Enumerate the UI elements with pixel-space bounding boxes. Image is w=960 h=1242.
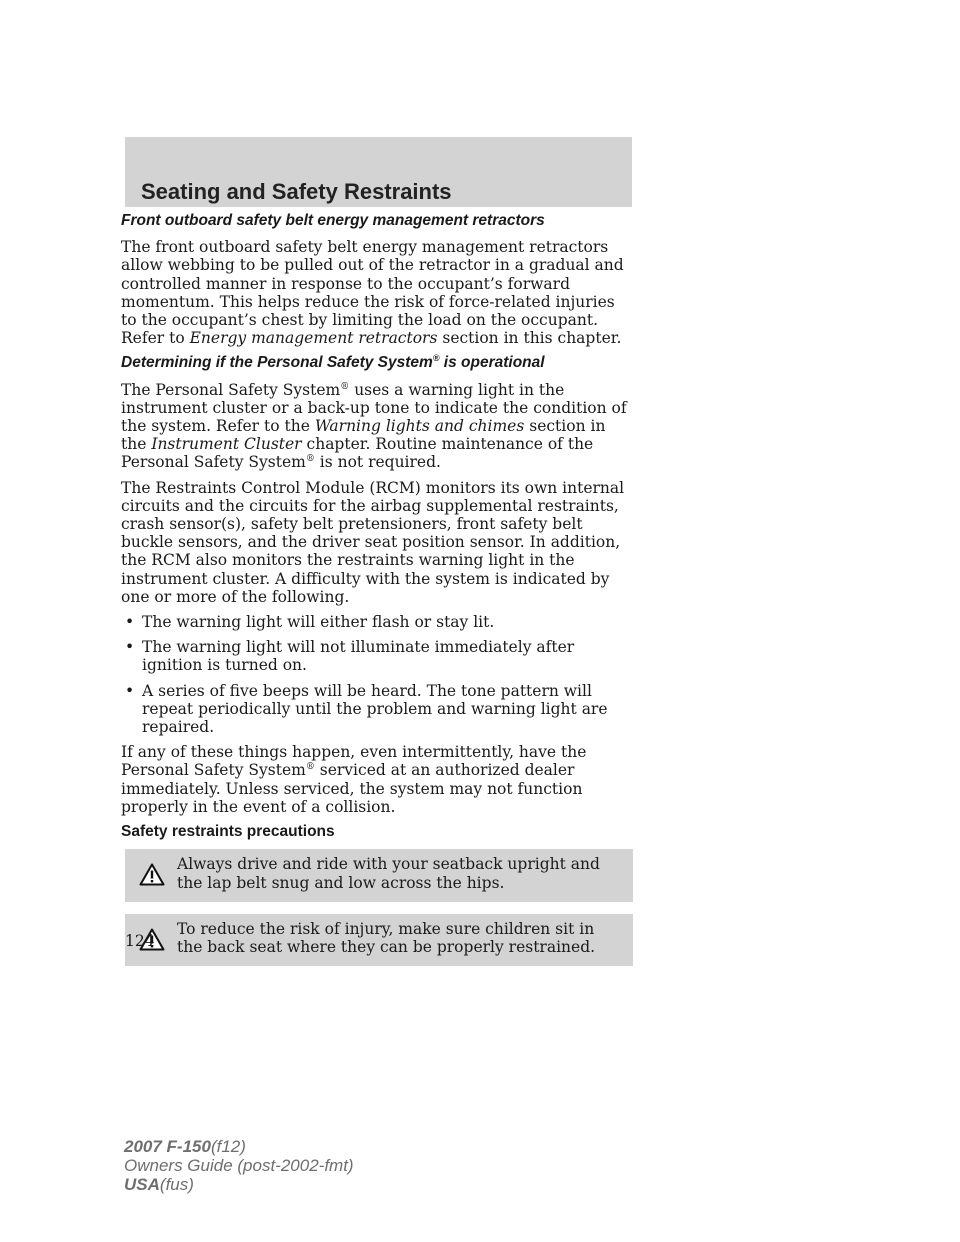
- registered-mark: ®: [340, 381, 350, 392]
- paragraph-operational-1: [121, 381, 633, 472]
- paragraph-text: section in this chapter.: [442, 329, 622, 348]
- footer-line-1: [124, 1137, 354, 1156]
- section-header-band: [125, 137, 632, 207]
- page-number: 124: [125, 932, 155, 950]
- cross-reference: Energy management retractors: [189, 329, 438, 348]
- paragraph-text: is not required.: [319, 453, 441, 472]
- paragraph-operational-2: The Restraints Control Module (RCM) monitors its own internal circuits and the circuits for the airbag supplemental restraints, crash sensor(s), safety belt pretensioners, front safety belt buckle sensors, and the driver seat position sensor. In addition, the RCM also monitors the restraints warning light in the instrument cluster. A difficulty with the system is indicated by one or more of the following.: [121, 478, 625, 606]
- paragraph-retractors: [121, 238, 633, 347]
- cross-reference: Warning lights and chimes: [314, 417, 525, 436]
- list-item: • A series of five beeps will be heard. The tone pattern will repeat periodically until the problem and warning light are repaired.: [121, 682, 633, 737]
- footer-line-2: Owners Guide (post-2002-fmt): [124, 1156, 354, 1175]
- paragraph-text: If any of these things happen, even intermittently, have the Personal Safety System: [121, 743, 587, 780]
- paragraph-text: uses a warning light in the instrument cluster or a back-up tone to indicate the condition of the system. Refer to the: [121, 380, 627, 436]
- heading-precautions: Safety restraints precautions: [121, 823, 335, 841]
- registered-mark: ®: [305, 454, 315, 465]
- list-item: • The warning light will not illuminate immediately after ignition is turned on.: [121, 638, 633, 674]
- heading-text: is operational: [443, 354, 545, 372]
- footer-market: USA: [124, 1175, 160, 1194]
- document-footer: [124, 1137, 354, 1194]
- list-item: • The warning light will either flash or stay lit.: [121, 613, 633, 631]
- page-content: [121, 212, 633, 978]
- footer-market-code: (fus): [159, 1175, 194, 1194]
- paragraph-text: chapter. Routine maintenance of the Personal Safety System: [121, 435, 594, 472]
- bullet-list: [121, 613, 633, 736]
- registered-mark: ®: [305, 762, 315, 773]
- footer-line-3: [124, 1175, 354, 1194]
- cross-reference: Instrument Cluster: [151, 435, 302, 454]
- paragraph-text: The front outboard safety belt energy management retractors allow webbing to be pulled out of the retractor in a gradual and controlled manner in response to the occupant’s forward momentum. This helps reduce the risk of force-related injuries to the occupant’s chest by limiting the load on the occupant. Refer to: [121, 238, 624, 348]
- registered-mark: ®: [432, 353, 440, 364]
- warning-text: To reduce the risk of injury, make sure children sit in the back seat where they can be properly restrained.: [177, 919, 596, 956]
- warning-box: [125, 914, 633, 966]
- heading-retractors: Front outboard safety belt energy management retractors: [121, 212, 545, 229]
- heading-text: Determining if the Personal Safety System: [121, 354, 433, 372]
- warning-text: Always drive and ride with your seatback upright and the lap belt snug and low across the hips.: [177, 855, 600, 892]
- paragraph-text: The Personal Safety System: [121, 380, 341, 399]
- paragraph-text: serviced at an authorized dealer immediately. Unless serviced, the system may not function properly in the event of a collision.: [121, 761, 583, 816]
- warning-triangle-icon: [139, 863, 165, 886]
- footer-model: 2007 F-150: [124, 1137, 211, 1156]
- paragraph-text: section in the: [121, 417, 606, 454]
- section-title: Seating and Safety Restraints: [141, 179, 452, 204]
- heading-operational: [121, 354, 633, 372]
- footer-code: (f12): [210, 1137, 246, 1156]
- paragraph-operational-3: [121, 743, 633, 816]
- warning-box: [125, 849, 633, 901]
